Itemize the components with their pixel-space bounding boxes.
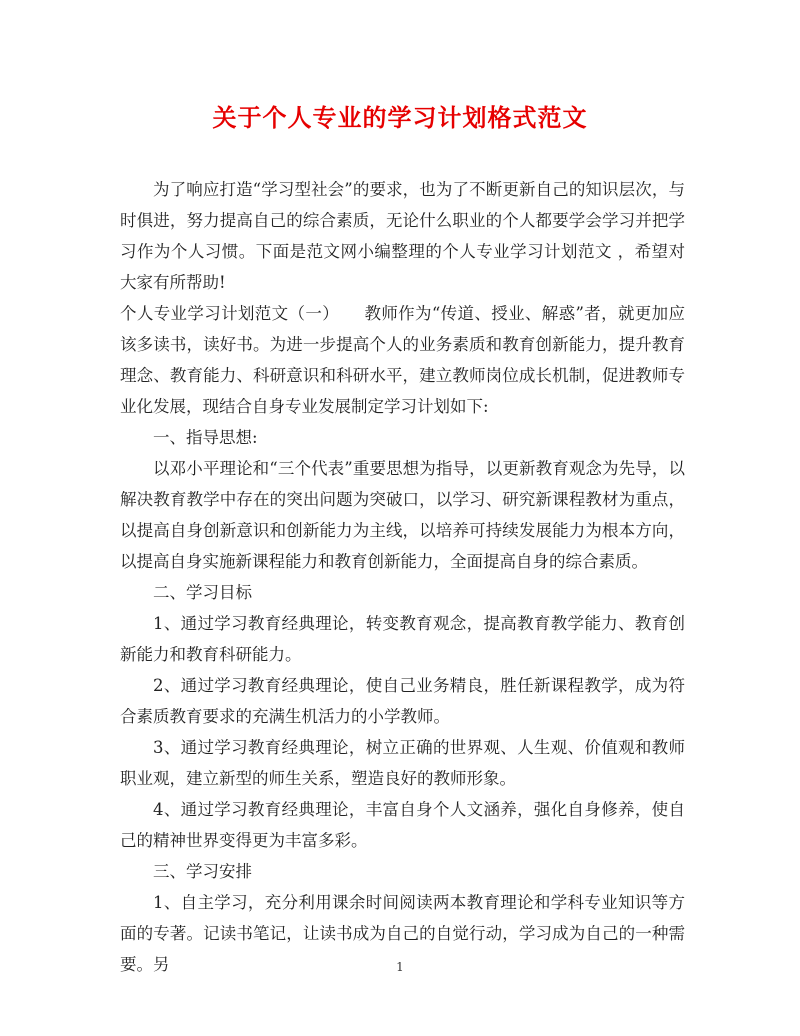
intro-paragraph: 为了响应打造“学习型社会”的要求，也为了不断更新自己的知识层次，与时俱进，努力提高自己的综合素质，无论什么职业的个人都要学会学习并把学习作为个人习惯。下面是范文网小编整理的个人专业学习计划范文 ，希望对大家有所帮助! (120, 180, 685, 292)
guiding-ideology-paragraph: 以邓小平理论和“三个代表”重要思想为指导，以更新教育观念为先导，以解决教育教学中存在的突出问题为突破口，以学习、研究新课程教材为重点，以提高自身创新意识和创新能力为主线，以培养可持续发展能力为根本方向，以提高自身实施新课程能力和教育创新能力，全面提高自身的综合素质。 (120, 459, 685, 571)
section-heading-learning-goals: 二、学习目标 (153, 583, 252, 602)
sample-one-paragraph: 个人专业学习计划范文（一） 教师作为“传道、授业、解惑”者，就更加应该多读书，读好书。为进一步提高个人的业务素质和教育创新能力，提升教育理念、教育能力、科研意识和科研水平，建立教师岗位成长机制，促进教师专业化发展，现结合自身专业发展制定学习计划如下: (120, 304, 685, 416)
learning-goal-item: 2、通过学习教育经典理论，使自己业务精良，胜任新课程教学，成为符合素质教育要求的充满生机活力的小学教师。 (120, 676, 685, 726)
learning-goal-item: 1、通过学习教育经典理论，转变教育观念，提高教育教学能力、教育创新能力和教育科研能力。 (120, 614, 685, 664)
section-heading-guiding-ideology: 一、指导思想: (153, 428, 258, 447)
learning-goal-item: 3、通过学习教育经典理论，树立正确的世界观、人生观、价值观和教师职业观，建立新型的师生关系，塑造良好的教师形象。 (120, 738, 685, 788)
document-body (120, 174, 685, 980)
section-heading-learning-arrangement: 三、学习安排 (153, 862, 252, 881)
learning-arrangement-item: 1、自主学习，充分利用课余时间阅读两本教育理论和学科专业知识等方面的专著。记读书笔记，让读书成为自己的自觉行动，学习成为自己的一种需要。另 (120, 893, 685, 974)
page-number: 1 (396, 960, 404, 974)
learning-goal-item: 4、通过学习教育经典理论，丰富自身个人文涵养，强化自身修养，使自己的精神世界变得更为丰富多彩。 (120, 800, 685, 850)
document-title: 关于个人专业的学习计划格式范文 (212, 103, 588, 132)
